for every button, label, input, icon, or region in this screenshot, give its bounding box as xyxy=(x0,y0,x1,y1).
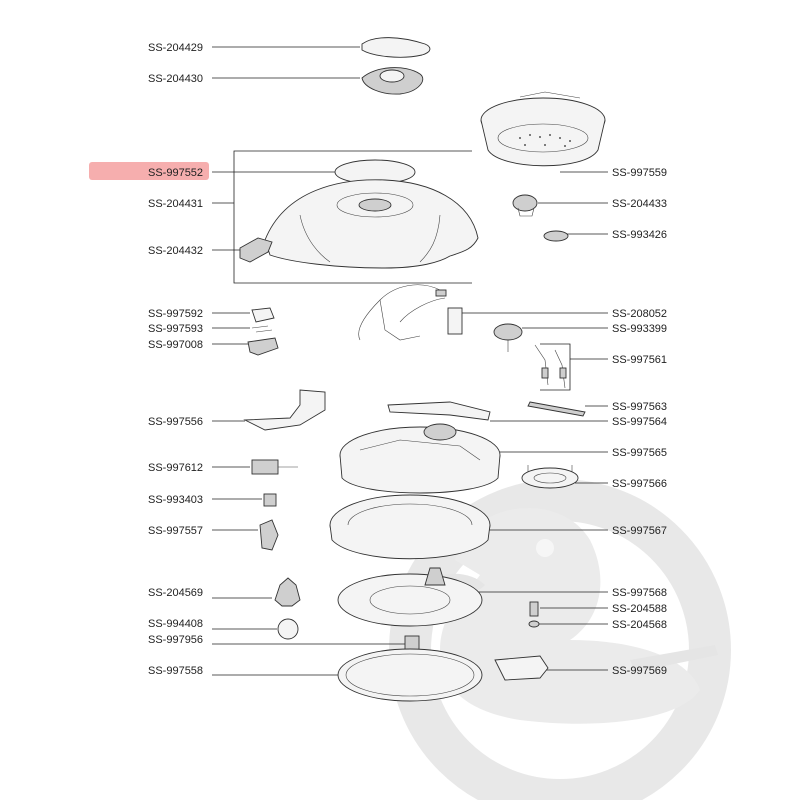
part-204588 xyxy=(530,602,538,616)
part-204433 xyxy=(513,195,537,216)
label-997567: SS-997567 xyxy=(612,525,668,537)
part-204569 xyxy=(275,578,300,606)
part-997558 xyxy=(338,649,482,701)
label-993399: SS-993399 xyxy=(612,323,668,335)
label-997566: SS-997566 xyxy=(612,478,668,490)
label-997008: SS-997008 xyxy=(148,339,204,351)
part-997561 xyxy=(535,345,566,388)
label-997558: SS-997558 xyxy=(148,665,204,677)
label-997592: SS-997592 xyxy=(148,308,204,320)
part-993426 xyxy=(544,231,568,241)
part-997612 xyxy=(252,460,298,474)
part-993399 xyxy=(494,324,522,352)
label-204568: SS-204568 xyxy=(612,619,668,631)
label-204433: SS-204433 xyxy=(612,198,668,210)
label-204569: SS-204569 xyxy=(148,587,204,599)
part-997563 xyxy=(528,402,585,416)
part-997564 xyxy=(388,402,490,420)
part-997956 xyxy=(405,636,419,650)
label-993403: SS-993403 xyxy=(148,494,204,506)
label-204430: SS-204430 xyxy=(148,73,204,85)
part-997569 xyxy=(495,656,548,680)
label-997569: SS-997569 xyxy=(612,665,668,677)
label-993426: SS-993426 xyxy=(612,229,668,241)
label-994408: SS-994408 xyxy=(148,618,204,630)
label-997559: SS-997559 xyxy=(612,167,668,179)
label-997561: SS-997561 xyxy=(612,354,668,366)
left-labels xyxy=(148,42,203,677)
part-997565 xyxy=(340,424,500,493)
label-997565: SS-997565 xyxy=(612,447,668,459)
label-204588: SS-204588 xyxy=(612,603,668,615)
part-204429 xyxy=(362,38,430,58)
part-994408 xyxy=(278,619,298,639)
part-993403 xyxy=(264,494,276,506)
part-997559 xyxy=(481,92,605,166)
label-997568: SS-997568 xyxy=(612,587,668,599)
part-997566 xyxy=(522,465,578,488)
label-997557: SS-997557 xyxy=(148,525,204,537)
label-204432: SS-204432 xyxy=(148,245,204,257)
label-204429: SS-204429 xyxy=(148,42,204,54)
part-204431 xyxy=(265,180,478,268)
label-204431: SS-204431 xyxy=(148,198,204,210)
label-208052: SS-208052 xyxy=(612,308,668,320)
part-997567 xyxy=(330,495,490,559)
part-204568 xyxy=(529,621,539,627)
part-997556 xyxy=(245,390,325,430)
right-labels xyxy=(612,167,667,677)
label-997556: SS-997556 xyxy=(148,416,204,428)
part-997557 xyxy=(260,520,278,550)
label-997593: SS-997593 xyxy=(148,323,204,335)
part-997592 xyxy=(252,308,274,322)
part-204432 xyxy=(240,238,272,262)
label-997956: SS-997956 xyxy=(148,634,204,646)
part-204430 xyxy=(362,68,423,94)
part-997593 xyxy=(252,326,272,332)
label-997564: SS-997564 xyxy=(612,416,668,428)
part-208052 xyxy=(359,285,462,340)
part-997008 xyxy=(248,338,278,355)
label-997552: SS-997552 xyxy=(148,167,204,179)
label-997612: SS-997612 xyxy=(148,462,204,474)
label-997563: SS-997563 xyxy=(612,401,668,413)
